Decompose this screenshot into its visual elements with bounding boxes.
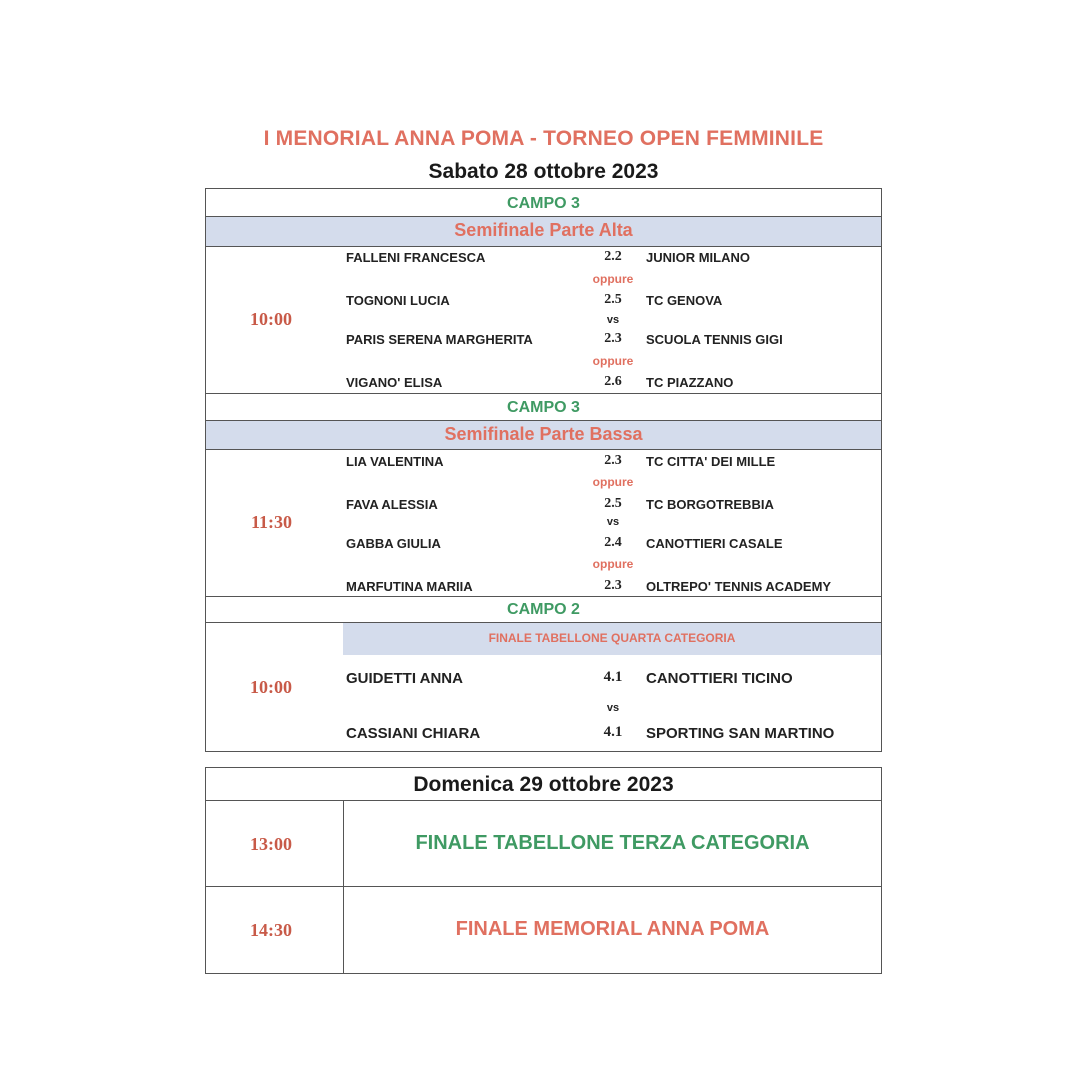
player-club: TC CITTA' DEI MILLE [646, 454, 776, 469]
divider [205, 800, 882, 801]
player-club: SPORTING SAN MARTINO [646, 725, 835, 742]
player-club: CANOTTIERI TICINO [646, 670, 793, 687]
player-name: GABBA GIULIA [346, 536, 441, 551]
divider [205, 449, 882, 450]
vs-label: vs [606, 314, 620, 326]
player-club: TC GENOVA [646, 293, 723, 308]
divider [205, 393, 882, 394]
vs-label: vs [606, 516, 620, 528]
sunday-event-label: FINALE MEMORIAL ANNA POMA [455, 918, 770, 940]
player-rank: 2.6 [604, 374, 622, 389]
player-rank: 2.2 [604, 249, 622, 264]
player-rank: 2.5 [604, 496, 622, 511]
sunday-event-label: FINALE TABELLONE TERZA CATEGORIA [415, 832, 810, 854]
player-name: FAVA ALESSIA [346, 497, 438, 512]
player-name: MARFUTINA MARIIA [346, 579, 473, 594]
sunday-date: Domenica 29 ottobre 2023 [413, 773, 674, 796]
divider [205, 246, 882, 247]
oppure-label: oppure [592, 475, 634, 489]
block1-time: 10:00 [250, 309, 292, 329]
page-title: I MENORIAL ANNA POMA - TORNEO OPEN FEMMINILE [263, 127, 824, 150]
block3-round-title: FINALE TABELLONE QUARTA CATEGORIA [488, 631, 736, 645]
block2-time: 11:30 [251, 512, 293, 532]
block1-round-title: Semifinale Parte Alta [454, 220, 633, 240]
player-club: CANOTTIERI CASALE [646, 536, 783, 551]
block2-round-title: Semifinale Parte Bassa [444, 424, 643, 444]
block2-campo: CAMPO 3 [507, 399, 580, 416]
sunday-event-time: 13:00 [250, 834, 292, 854]
vs-label: vs [606, 702, 620, 714]
player-club: JUNIOR MILANO [646, 250, 750, 265]
block3-campo: CAMPO 2 [507, 601, 580, 618]
block3-time: 10:00 [250, 677, 292, 697]
player-club: OLTREPO' TENNIS ACADEMY [646, 579, 832, 594]
player-name: CASSIANI CHIARA [346, 725, 481, 742]
player-rank: 2.3 [604, 578, 622, 593]
player-name: TOGNONI LUCIA [346, 293, 450, 308]
divider [205, 596, 882, 597]
player-club: TC BORGOTREBBIA [646, 497, 774, 512]
player-name: PARIS SERENA MARGHERITA [346, 332, 533, 347]
player-name: VIGANO' ELISA [346, 375, 443, 390]
oppure-label: oppure [592, 272, 634, 286]
player-name: LIA VALENTINA [346, 454, 444, 469]
player-club: TC PIAZZANO [646, 375, 734, 390]
player-rank: 4.1 [603, 669, 623, 685]
player-rank: 4.1 [603, 724, 623, 740]
divider [205, 886, 882, 887]
block1-campo: CAMPO 3 [507, 195, 580, 212]
player-name: GUIDETTI ANNA [346, 670, 463, 687]
player-rank: 2.3 [604, 453, 622, 468]
saturday-date: Sabato 28 ottobre 2023 [428, 160, 659, 183]
oppure-label: oppure [592, 354, 634, 368]
player-rank: 2.4 [604, 535, 622, 550]
sunday-schedule-table [205, 767, 882, 974]
player-club: SCUOLA TENNIS GIGI [646, 332, 783, 347]
player-rank: 2.3 [604, 331, 622, 346]
oppure-label: oppure [592, 557, 634, 571]
sunday-event-time: 14:30 [250, 920, 292, 940]
saturday-schedule-table [205, 188, 882, 752]
player-name: FALLENI FRANCESCA [346, 250, 486, 265]
player-rank: 2.5 [604, 292, 622, 307]
